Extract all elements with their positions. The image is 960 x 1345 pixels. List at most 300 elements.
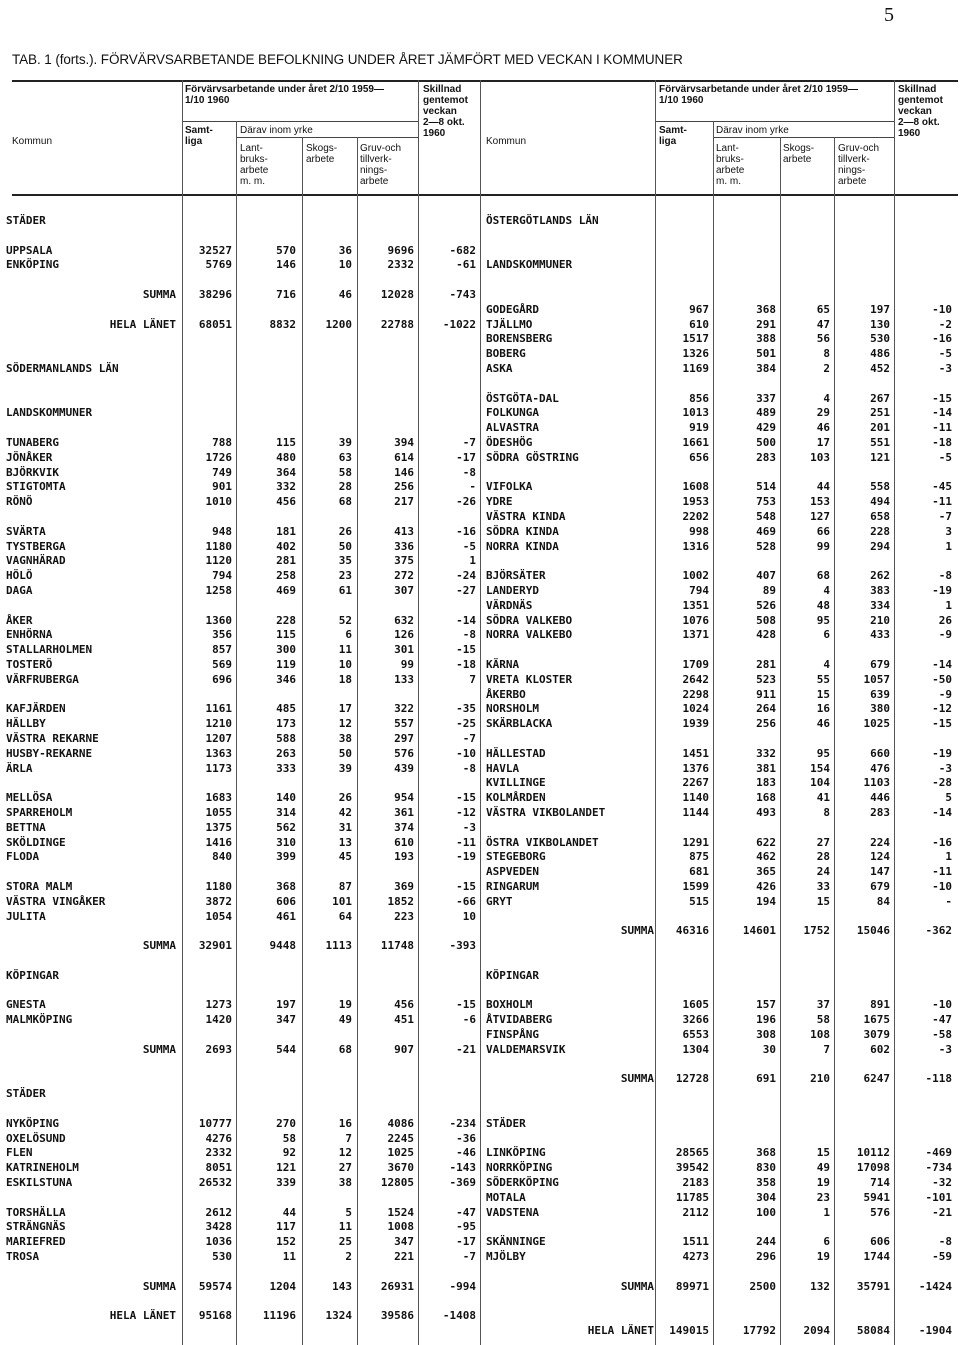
samtliga-value: 1363: [205, 746, 232, 760]
skogs-value: 17: [816, 436, 830, 449]
gruv-value: 22788: [380, 317, 414, 331]
skogs-value: 210: [810, 1072, 830, 1086]
skogs-value: 87: [338, 880, 352, 893]
skogs-value: 13: [338, 835, 352, 849]
samtliga-value: 2183: [682, 1176, 709, 1189]
skogs-value: 1200: [325, 317, 352, 331]
lantbruk-value: 402: [276, 539, 296, 553]
kommun-name: KOLMÅRDEN: [486, 791, 546, 805]
kommun-name: JÖNÅKER: [6, 450, 53, 464]
table-row: [0, 1161, 960, 1175]
skillnad-value: -9: [938, 628, 952, 642]
gruv-value: 193: [394, 850, 414, 864]
lantbruk-value: 365: [756, 865, 776, 879]
skillnad-value: -36: [456, 1131, 476, 1145]
skogs-value: 68: [816, 569, 830, 583]
lantbruk-value: 333: [276, 761, 296, 775]
table-row: [0, 362, 960, 376]
lantbruk-value: 146: [276, 258, 296, 272]
table-row: [0, 1176, 960, 1190]
gruv-value: 1744: [863, 1250, 890, 1263]
lantbruk-value: 500: [756, 436, 776, 449]
kommun-name: FLODA: [6, 850, 40, 864]
table-row: [0, 436, 960, 450]
samtliga-value: 8051: [205, 1161, 232, 1175]
skogs-value: 1113: [325, 939, 352, 953]
skillnad-value: -7: [462, 732, 476, 745]
table-row: [0, 998, 960, 1012]
lantbruk-value: 314: [276, 806, 296, 819]
samtliga-value: 1054: [205, 909, 232, 923]
kommun-name: BETTNA: [6, 820, 46, 834]
skogs-value: 26: [338, 524, 352, 538]
skogs-value: 28: [338, 480, 352, 494]
samtliga-value: 794: [689, 584, 709, 597]
gruv-value: 2332: [387, 258, 414, 272]
lantbruk-value: 528: [756, 539, 776, 553]
table-row: [0, 510, 960, 524]
gruv-value: 1103: [863, 776, 890, 790]
table-row: [0, 1220, 960, 1234]
lantbruk-value: 426: [756, 880, 776, 893]
samtliga-value: 2112: [682, 1205, 709, 1219]
samtliga-value: 948: [212, 524, 232, 538]
kommun-name: NORRA KINDA: [486, 539, 559, 553]
table-row: [0, 1072, 960, 1086]
kommun-name: SKÄRBLACKA: [486, 717, 553, 731]
skogs-value: 153: [810, 495, 830, 509]
table-row: [0, 1309, 960, 1323]
skogs-value: 11: [338, 1220, 352, 1234]
table-row: [0, 303, 960, 317]
kommun-name: STÄDER: [6, 214, 46, 227]
lantbruk-value: 429: [756, 421, 776, 435]
kommun-name: ÅKERBO: [486, 687, 526, 701]
kommun-name: VALDEMARSVIK: [486, 1042, 566, 1056]
skogs-value: 68: [338, 495, 352, 509]
skogs-value: 15: [816, 894, 830, 908]
table-row: [0, 599, 960, 613]
skillnad-value: -19: [456, 850, 476, 864]
gruv-value: 2245: [387, 1131, 414, 1145]
table-row: [0, 673, 960, 687]
table-row: [0, 258, 960, 272]
lantbruk-value: 544: [276, 1042, 296, 1056]
kommun-name: DAGA: [6, 584, 33, 597]
kommun-name: ÅKER: [6, 613, 33, 627]
kommun-name: YDRE: [486, 495, 513, 509]
gruv-value: 614: [394, 450, 414, 464]
skogs-value: 46: [338, 288, 352, 301]
lantbruk-value: 300: [276, 643, 296, 657]
gruv-value: 551: [870, 436, 890, 449]
gruv-value: 452: [870, 362, 890, 375]
kommun-name: KÄRNA: [486, 658, 520, 671]
skillnad-value: -393: [449, 939, 476, 953]
lantbruk-value: 332: [276, 480, 296, 494]
kommun-name: STIGTOMTA: [6, 480, 66, 494]
lantbruk-value: 339: [276, 1176, 296, 1189]
skillnad-value: -18: [932, 436, 952, 449]
skogs-value: 45: [338, 850, 352, 864]
skogs-value: 41: [816, 791, 830, 805]
skillnad-value: -5: [462, 539, 476, 553]
kommun-name: UPPSALA: [6, 243, 53, 257]
skillnad-value: -3: [938, 761, 952, 775]
kommun-name: KÖPINGAR: [6, 968, 59, 982]
kommun-name: TUNABERG: [6, 436, 59, 449]
kommun-name: HÄLLBY: [6, 717, 46, 731]
skillnad-value: -32: [932, 1176, 952, 1189]
samtliga-value: 59574: [198, 1279, 232, 1293]
skogs-value: 95: [816, 746, 830, 760]
samtliga-value: 875: [689, 850, 709, 864]
skogs-value: 4: [823, 658, 830, 671]
lantbruk-value: 489: [756, 406, 776, 420]
header-darav-left: Därav inom yrke: [240, 125, 313, 136]
table-row: [0, 732, 960, 746]
table-row: [0, 1043, 960, 1057]
skogs-value: 33: [816, 880, 830, 893]
gruv-value: 576: [394, 746, 414, 760]
table-row: [0, 747, 960, 761]
gruv-value: 1025: [863, 717, 890, 731]
gruv-value: 602: [870, 1042, 890, 1056]
skillnad-value: 3: [945, 524, 952, 538]
gruv-value: 6247: [863, 1072, 890, 1086]
skogs-value: 15: [816, 1146, 830, 1160]
header-bottom-rule: [12, 194, 958, 196]
samtliga-value: 1013: [682, 406, 709, 420]
skogs-value: 2: [823, 362, 830, 375]
skillnad-value: 1: [945, 598, 952, 612]
lantbruk-value: 514: [756, 480, 776, 494]
samtliga-value: 794: [212, 569, 232, 583]
kommun-name: HÖLÖ: [6, 569, 33, 583]
table-row: [0, 850, 960, 864]
skogs-value: 19: [816, 1250, 830, 1263]
skillnad-value: -15: [932, 717, 952, 731]
gruv-value: 891: [870, 998, 890, 1012]
gruv-value: 224: [870, 835, 890, 849]
gruv-value: 301: [394, 643, 414, 657]
kommun-name: NORRKÖPING: [486, 1161, 553, 1175]
samtliga-value: 149015: [669, 1324, 709, 1337]
skogs-value: 49: [816, 1161, 830, 1175]
header-skillnad-left: Skillnad gentemot veckan 2—8 okt. 1960: [423, 84, 468, 139]
gruv-value: 1675: [863, 1013, 890, 1027]
table-row: [0, 910, 960, 924]
skillnad-value: 10: [462, 909, 476, 923]
skillnad-value: -59: [932, 1250, 952, 1263]
table-row: [0, 1235, 960, 1249]
skogs-value: 50: [338, 746, 352, 760]
skillnad-value: -362: [925, 924, 952, 938]
skillnad-value: 7: [469, 672, 476, 686]
gruv-value: 451: [394, 1013, 414, 1027]
lantbruk-value: 346: [276, 672, 296, 686]
lantbruk-value: 2500: [749, 1279, 776, 1293]
lantbruk-value: 381: [756, 761, 776, 775]
lantbruk-value: 588: [276, 732, 296, 745]
lantbruk-value: 304: [756, 1190, 776, 1204]
kommun-name: VÄRFRUBERGA: [6, 672, 79, 686]
skogs-value: 7: [823, 1042, 830, 1056]
lantbruk-value: 11: [282, 1250, 296, 1263]
lantbruk-value: 173: [276, 717, 296, 731]
skillnad-value: -1904: [918, 1324, 952, 1337]
kommun-name: STÄDER: [6, 1087, 46, 1101]
gruv-value: 10112: [856, 1146, 890, 1160]
kommun-name: VIFOLKA: [486, 480, 533, 494]
table-row: [0, 658, 960, 672]
gruv-value: 15046: [856, 924, 890, 938]
skillnad-value: -3: [462, 820, 476, 834]
skillnad-value: -45: [932, 480, 952, 494]
skillnad-value: -5: [938, 450, 952, 464]
kommun-name: SUMMA: [142, 1279, 176, 1293]
gruv-value: 4086: [387, 1116, 414, 1130]
lantbruk-value: 152: [276, 1235, 296, 1249]
kommun-name: VADSTENA: [486, 1205, 539, 1219]
gruv-value: 606: [870, 1235, 890, 1249]
skogs-value: 39: [338, 761, 352, 775]
table-row: [0, 717, 960, 731]
lantbruk-value: 244: [756, 1235, 776, 1249]
kommun-name: STEGEBORG: [486, 850, 546, 864]
gruv-value: 639: [870, 687, 890, 701]
samtliga-value: 515: [689, 894, 709, 908]
samtliga-value: 1608: [682, 480, 709, 494]
samtliga-value: 1180: [205, 539, 232, 553]
samtliga-value: 1273: [205, 998, 232, 1012]
kommun-name: NYKÖPING: [6, 1116, 59, 1130]
skogs-value: 66: [816, 524, 830, 538]
gruv-value: 146: [394, 465, 414, 479]
lantbruk-value: 281: [276, 554, 296, 568]
lantbruk-value: 716: [276, 288, 296, 301]
skillnad-value: -27: [456, 584, 476, 597]
table-row: [0, 244, 960, 258]
kommun-name: STORA MALM: [6, 880, 73, 893]
skillnad-value: -14: [932, 406, 952, 420]
gruv-value: 907: [394, 1042, 414, 1056]
kommun-name: HELA LÄNET: [587, 1324, 654, 1337]
lantbruk-value: 358: [756, 1176, 776, 1189]
gruv-value: 954: [394, 791, 414, 805]
header-samtliga-right: Samt- liga: [659, 125, 687, 147]
kommun-name: SUMMA: [142, 939, 176, 953]
skogs-value: 27: [338, 1161, 352, 1175]
table-row: [0, 214, 960, 228]
gruv-value: 26931: [380, 1279, 414, 1293]
samtliga-value: 749: [212, 465, 232, 479]
lantbruk-value: 469: [756, 524, 776, 538]
samtliga-value: 3266: [682, 1013, 709, 1027]
samtliga-value: 4276: [205, 1131, 232, 1145]
skogs-value: 4: [823, 584, 830, 597]
kommun-name: HÄLLESTAD: [486, 746, 546, 760]
kommun-name: FINSPÅNG: [486, 1028, 539, 1041]
kommun-name: ÅTVIDABERG: [486, 1013, 553, 1027]
kommun-name: HELA LÄNET: [109, 1309, 176, 1323]
lantbruk-value: 364: [276, 465, 296, 479]
table-row: [0, 554, 960, 568]
lantbruk-value: 196: [756, 1013, 776, 1027]
skillnad-value: -11: [932, 495, 952, 509]
samtliga-value: 2202: [682, 510, 709, 523]
skogs-value: 42: [338, 806, 352, 819]
kommun-name: VRETA KLOSTER: [486, 672, 573, 686]
header-group-left: Förvärvsarbetande under året 2/10 1959— 1/10 1960: [185, 84, 384, 106]
skogs-value: 58: [338, 465, 352, 479]
table-row: [0, 421, 960, 435]
kommun-name: TORSHÄLLA: [6, 1205, 66, 1219]
skillnad-value: -95: [456, 1220, 476, 1234]
kommun-name: GODEGÅRD: [486, 302, 539, 316]
table-row: [0, 1206, 960, 1220]
samtliga-value: 919: [689, 421, 709, 435]
kommun-name: ÄRLA: [6, 761, 33, 775]
lantbruk-value: 140: [276, 791, 296, 805]
skillnad-value: -19: [932, 584, 952, 597]
skillnad-value: -14: [932, 658, 952, 671]
lantbruk-value: 526: [756, 598, 776, 612]
gruv-value: 99: [400, 658, 414, 671]
skogs-value: 38: [338, 1176, 352, 1189]
lantbruk-value: 388: [756, 332, 776, 346]
samtliga-value: 1002: [682, 569, 709, 583]
skogs-value: 132: [810, 1279, 830, 1293]
skillnad-value: -21: [932, 1205, 952, 1219]
kommun-name: BJÖRKVIK: [6, 465, 59, 479]
table-row: [0, 466, 960, 480]
skogs-value: 46: [816, 717, 830, 731]
skillnad-value: -14: [932, 806, 952, 819]
gruv-value: 413: [394, 524, 414, 538]
samtliga-value: 1169: [682, 362, 709, 375]
header-kommun-left: Kommun: [12, 136, 53, 147]
samtliga-value: 681: [689, 865, 709, 879]
lantbruk-value: 9448: [269, 939, 296, 953]
samtliga-value: 696: [212, 672, 232, 686]
skillnad-value: -743: [449, 288, 476, 301]
table-row: [0, 865, 960, 879]
lantbruk-value: 89: [762, 584, 776, 597]
gruv-value: 336: [394, 539, 414, 553]
gruv-value: 272: [394, 569, 414, 583]
skogs-value: 1324: [325, 1309, 352, 1323]
skogs-value: 7: [345, 1131, 352, 1145]
skillnad-value: -3: [938, 1042, 952, 1056]
table-row: [0, 1324, 960, 1338]
kommun-name: LINKÖPING: [486, 1146, 546, 1160]
skogs-value: 103: [810, 450, 830, 464]
skillnad-value: -15: [456, 643, 476, 657]
kommun-name: VÄSTRA REKARNE: [6, 732, 99, 745]
samtliga-value: 610: [689, 317, 709, 331]
skillnad-value: 26: [938, 613, 952, 627]
kommun-name: SÖDERKÖPING: [486, 1176, 559, 1189]
header-darav-right: Därav inom yrke: [716, 125, 789, 136]
lantbruk-value: 168: [756, 791, 776, 805]
gruv-value: 486: [870, 347, 890, 361]
samtliga-value: 1953: [682, 495, 709, 509]
skillnad-value: 5: [945, 791, 952, 805]
gruv-value: 439: [394, 761, 414, 775]
skillnad-value: -10: [456, 746, 476, 760]
gruv-value: 658: [870, 510, 890, 523]
lantbruk-value: 462: [756, 850, 776, 864]
table-row: [0, 525, 960, 539]
table-row: [0, 569, 960, 583]
skogs-value: 8: [823, 347, 830, 361]
table-row: [0, 821, 960, 835]
lantbruk-value: 691: [756, 1072, 776, 1086]
gruv-value: 446: [870, 791, 890, 805]
skillnad-value: -7: [462, 436, 476, 449]
table-row: [0, 969, 960, 983]
skillnad-value: -28: [932, 776, 952, 790]
gruv-value: 714: [870, 1176, 890, 1189]
header-gruv-right: Gruv-och tillverk- nings- arbete: [838, 143, 880, 187]
table-row: [0, 540, 960, 554]
skogs-value: 16: [816, 702, 830, 716]
gruv-value: 347: [394, 1235, 414, 1249]
lantbruk-value: 456: [276, 495, 296, 509]
samtliga-value: 68051: [198, 317, 232, 331]
samtliga-value: 95168: [198, 1309, 232, 1323]
samtliga-value: 26532: [198, 1176, 232, 1189]
samtliga-value: 1258: [205, 584, 232, 597]
skogs-value: 6: [823, 1235, 830, 1249]
skogs-value: 10: [338, 258, 352, 272]
gruv-value: 494: [870, 495, 890, 509]
table-row: [0, 939, 960, 953]
kommun-name: ÖSTRA VIKBOLANDET: [486, 835, 599, 849]
gruv-value: 12805: [380, 1176, 414, 1189]
gruv-value: 58084: [856, 1324, 890, 1337]
gruv-value: 121: [870, 450, 890, 464]
skogs-value: 46: [816, 421, 830, 435]
skogs-value: 8: [823, 806, 830, 819]
header-skogs-left: Skogs- arbete: [306, 143, 338, 165]
samtliga-value: 788: [212, 436, 232, 449]
samtliga-value: 32901: [198, 939, 232, 953]
gruv-value: 147: [870, 865, 890, 879]
lantbruk-value: 485: [276, 702, 296, 716]
samtliga-value: 46316: [675, 924, 709, 938]
gruv-value: 5941: [863, 1190, 890, 1204]
samtliga-value: 1351: [682, 598, 709, 612]
skillnad-value: -16: [932, 332, 952, 346]
samtliga-value: 1144: [682, 806, 709, 819]
samtliga-value: 356: [212, 628, 232, 642]
table-row: [0, 895, 960, 909]
kommun-name: FOLKUNGA: [486, 406, 539, 420]
skogs-value: 143: [332, 1279, 352, 1293]
kommun-name: MOTALA: [486, 1190, 526, 1204]
skogs-value: 39: [338, 436, 352, 449]
lantbruk-value: 508: [756, 613, 776, 627]
lantbruk-value: 469: [276, 584, 296, 597]
gruv-value: 3670: [387, 1161, 414, 1175]
kommun-name: VÄSTRA KINDA: [486, 510, 566, 523]
kommun-name: HAVLA: [486, 761, 520, 775]
skillnad-value: -1408: [442, 1309, 476, 1323]
kommun-name: SKÖLDINGE: [6, 835, 66, 849]
table-row: [0, 880, 960, 894]
